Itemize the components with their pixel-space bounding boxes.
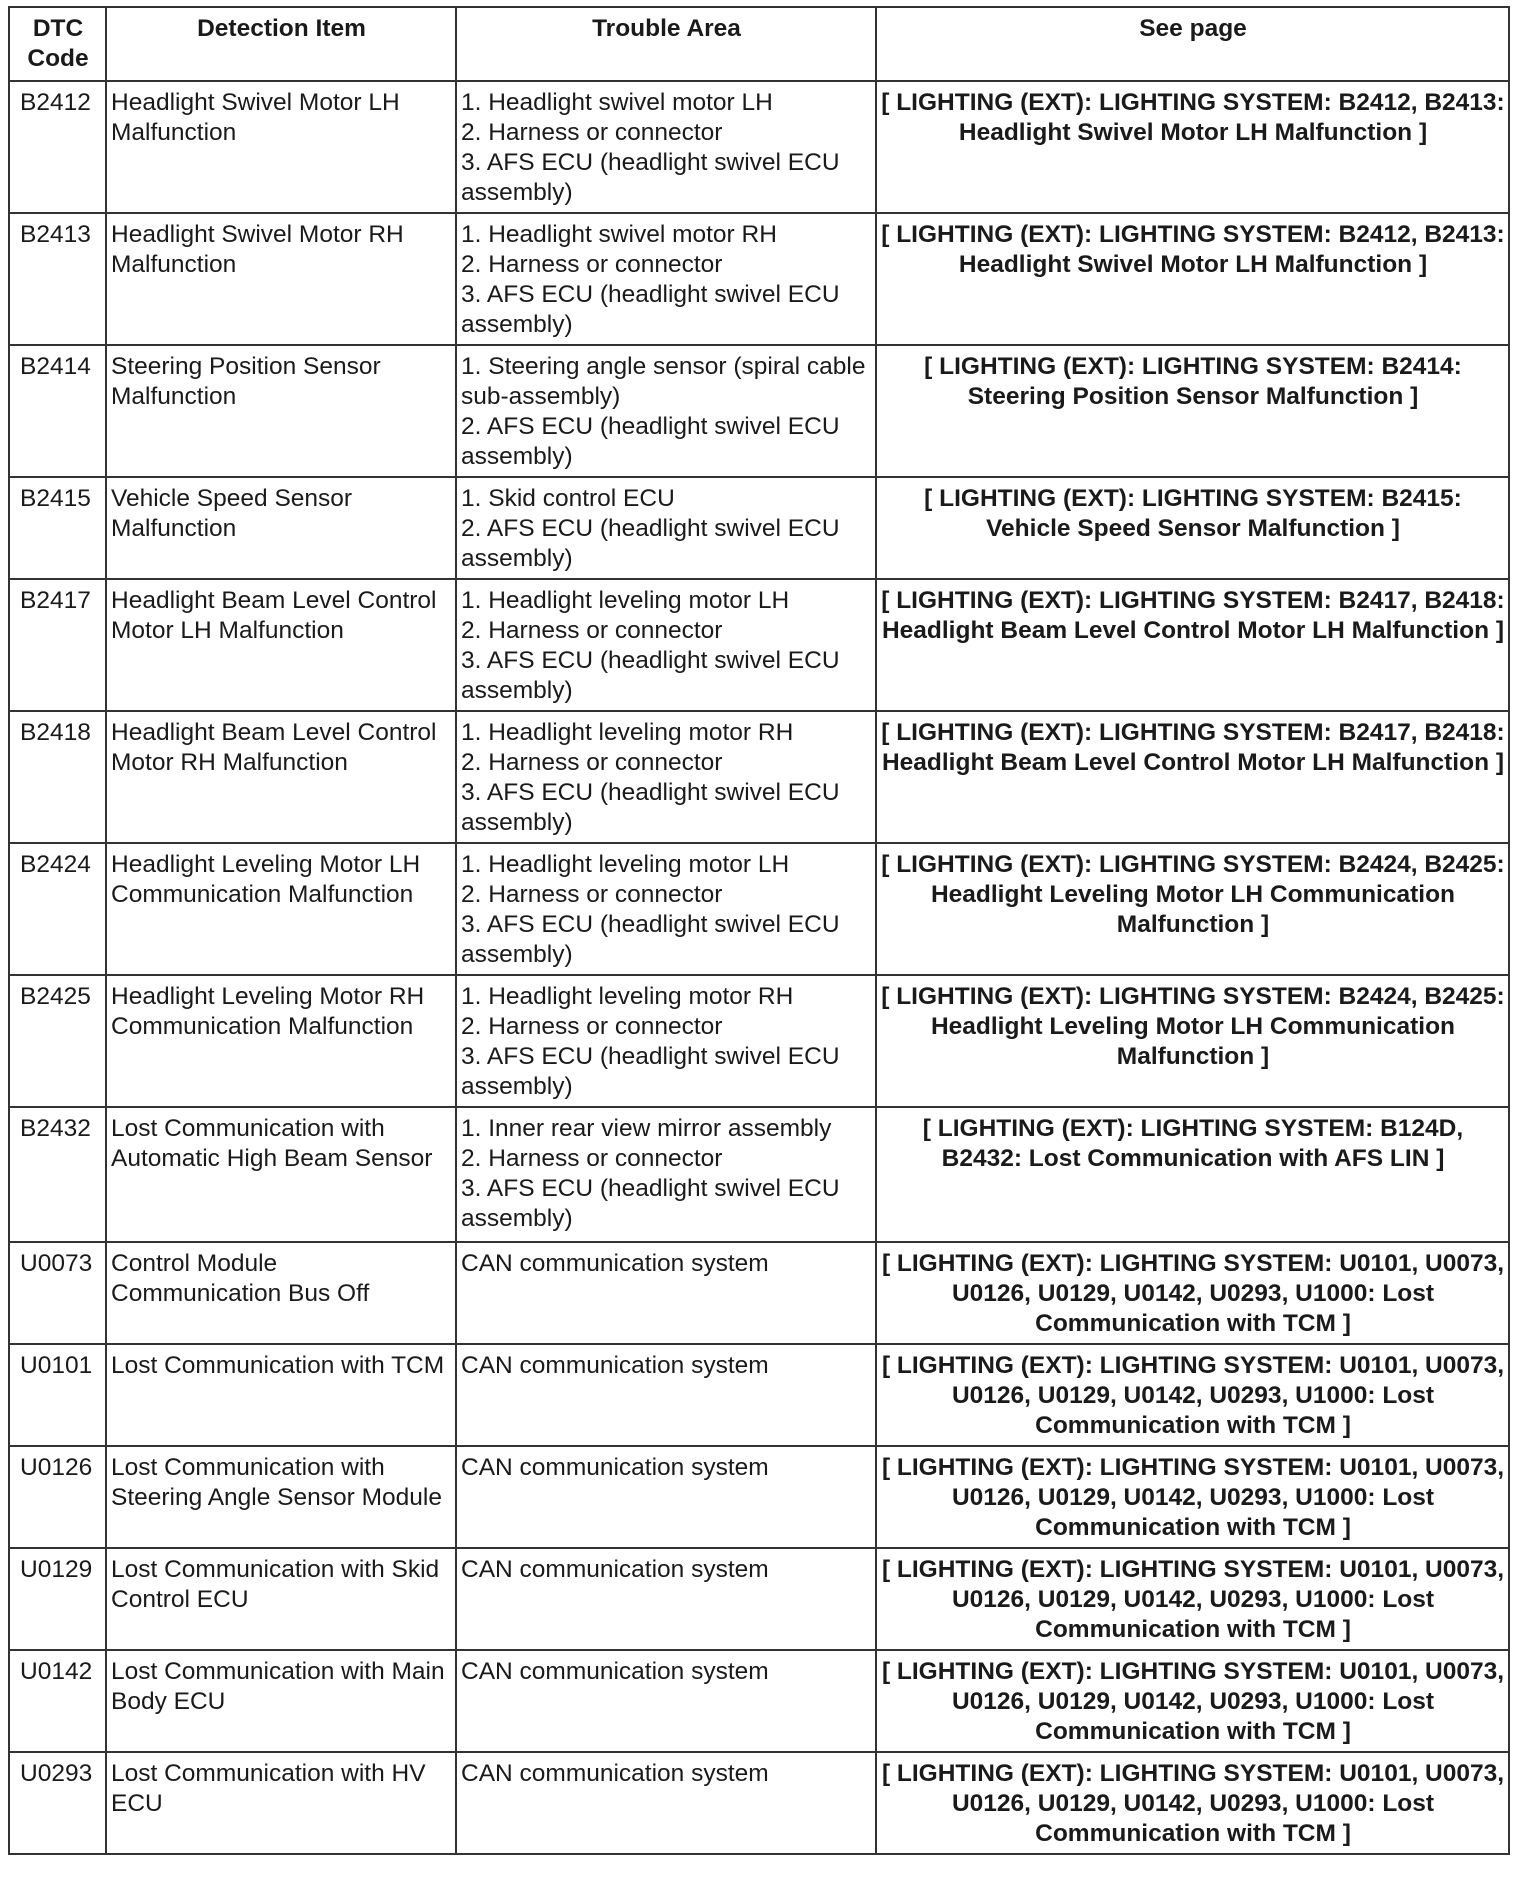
trouble-area-line: 1. Headlight leveling motor LH [461, 587, 790, 614]
trouble-area-line: 1. Steering angle sensor (spiral cable sub-assembly) [461, 353, 866, 410]
table-body [9, 81, 1509, 1854]
see-page-link[interactable]: [ LIGHTING (EXT): LIGHTING SYSTEM: U0101, U0073, U0126, U0129, U0142, U0293, U1000: Lost Communication with TCM ] [876, 1344, 1509, 1446]
trouble-area-line: 1. Headlight leveling motor RH [461, 719, 794, 746]
trouble-area-line: 1. Headlight swivel motor LH [461, 89, 773, 116]
header-trouble-area: Trouble Area [456, 7, 876, 81]
see-page-link[interactable]: [ LIGHTING (EXT): LIGHTING SYSTEM: B2415: Vehicle Speed Sensor Malfunction ] [876, 477, 1509, 579]
header-dtc-code: DTC Code [9, 7, 106, 81]
detection-item-cell: Lost Communication with TCM [106, 1344, 456, 1446]
table-row [9, 345, 1509, 477]
detection-item-cell: Headlight Leveling Motor LH Communication Malfunction [106, 843, 456, 975]
table-row [9, 213, 1509, 345]
detection-item-cell: Lost Communication with Skid Control ECU [106, 1548, 456, 1650]
trouble-area-line: 3. AFS ECU (headlight swivel ECU assembly) [461, 1175, 840, 1232]
dtc-code-cell: B2418 [9, 711, 106, 843]
header-detection-item: Detection Item [106, 7, 456, 81]
table-row [9, 1107, 1509, 1242]
see-page-link[interactable]: [ LIGHTING (EXT): LIGHTING SYSTEM: B124D, B2432: Lost Communication with AFS LIN ] [876, 1107, 1509, 1242]
trouble-area-cell [456, 1650, 876, 1752]
trouble-area-line: 1. Headlight leveling motor RH [461, 983, 794, 1010]
table-row [9, 1752, 1509, 1854]
see-page-link[interactable]: [ LIGHTING (EXT): LIGHTING SYSTEM: U0101, U0073, U0126, U0129, U0142, U0293, U1000: Lost Communication with TCM ] [876, 1752, 1509, 1854]
dtc-code-cell: B2412 [9, 81, 106, 213]
dtc-code-cell: U0293 [9, 1752, 106, 1854]
trouble-area-cell [456, 81, 876, 213]
dtc-code-cell: B2432 [9, 1107, 106, 1242]
trouble-area-line: 3. AFS ECU (headlight swivel ECU assembly) [461, 281, 840, 338]
table-row [9, 1650, 1509, 1752]
trouble-area-line: CAN communication system [461, 1658, 769, 1685]
see-page-link[interactable]: [ LIGHTING (EXT): LIGHTING SYSTEM: B2424, B2425: Headlight Leveling Motor LH Communication Malfunction ] [876, 843, 1509, 975]
table-row [9, 477, 1509, 579]
detection-item-cell: Headlight Leveling Motor RH Communication Malfunction [106, 975, 456, 1107]
table-row [9, 1446, 1509, 1548]
dtc-code-cell: B2413 [9, 213, 106, 345]
detection-item-cell: Lost Communication with HV ECU [106, 1752, 456, 1854]
detection-item-cell: Headlight Beam Level Control Motor RH Malfunction [106, 711, 456, 843]
detection-item-cell: Lost Communication with Main Body ECU [106, 1650, 456, 1752]
table-header [9, 7, 1509, 81]
trouble-area-line: 2. Harness or connector [461, 617, 723, 644]
trouble-area-line: 2. Harness or connector [461, 1013, 723, 1040]
trouble-area-line: 2. Harness or connector [461, 1145, 723, 1172]
table-row [9, 843, 1509, 975]
trouble-area-line: 2. Harness or connector [461, 749, 723, 776]
trouble-area-line: 3. AFS ECU (headlight swivel ECU assembly) [461, 1043, 840, 1100]
dtc-code-cell: B2414 [9, 345, 106, 477]
trouble-area-line: 2. Harness or connector [461, 881, 723, 908]
detection-item-cell: Lost Communication with Automatic High Beam Sensor [106, 1107, 456, 1242]
dtc-code-cell: B2425 [9, 975, 106, 1107]
trouble-area-cell [456, 1107, 876, 1242]
detection-item-cell: Control Module Communication Bus Off [106, 1242, 456, 1344]
trouble-area-cell [456, 843, 876, 975]
trouble-area-line: CAN communication system [461, 1454, 769, 1481]
dtc-code-cell: U0101 [9, 1344, 106, 1446]
trouble-area-line: CAN communication system [461, 1556, 769, 1583]
dtc-code-cell: U0126 [9, 1446, 106, 1548]
see-page-link[interactable]: [ LIGHTING (EXT): LIGHTING SYSTEM: U0101, U0073, U0126, U0129, U0142, U0293, U1000: Lost Communication with TCM ] [876, 1242, 1509, 1344]
trouble-area-cell [456, 1446, 876, 1548]
trouble-area-line: 2. AFS ECU (headlight swivel ECU assembly) [461, 515, 840, 572]
trouble-area-line: 3. AFS ECU (headlight swivel ECU assembly) [461, 779, 840, 836]
detection-item-cell: Lost Communication with Steering Angle Sensor Module [106, 1446, 456, 1548]
dtc-code-cell: B2417 [9, 579, 106, 711]
table-row [9, 1548, 1509, 1650]
dtc-table [8, 6, 1510, 1855]
trouble-area-line: 1. Inner rear view mirror assembly [461, 1115, 832, 1142]
dtc-code-cell: U0129 [9, 1548, 106, 1650]
trouble-area-cell [456, 1242, 876, 1344]
table-row [9, 711, 1509, 843]
trouble-area-line: 2. Harness or connector [461, 251, 723, 278]
detection-item-cell: Headlight Swivel Motor LH Malfunction [106, 81, 456, 213]
trouble-area-cell [456, 1752, 876, 1854]
detection-item-cell: Vehicle Speed Sensor Malfunction [106, 477, 456, 579]
trouble-area-cell [456, 1344, 876, 1446]
detection-item-cell: Headlight Beam Level Control Motor LH Malfunction [106, 579, 456, 711]
trouble-area-line: 1. Headlight leveling motor LH [461, 851, 790, 878]
table-row [9, 579, 1509, 711]
detection-item-cell: Steering Position Sensor Malfunction [106, 345, 456, 477]
trouble-area-cell [456, 975, 876, 1107]
see-page-link[interactable]: [ LIGHTING (EXT): LIGHTING SYSTEM: U0101, U0073, U0126, U0129, U0142, U0293, U1000: Lost Communication with TCM ] [876, 1446, 1509, 1548]
see-page-link[interactable]: [ LIGHTING (EXT): LIGHTING SYSTEM: B2414: Steering Position Sensor Malfunction ] [876, 345, 1509, 477]
trouble-area-line: 3. AFS ECU (headlight swivel ECU assembly) [461, 647, 840, 704]
header-see-page: See page [876, 7, 1509, 81]
trouble-area-line: CAN communication system [461, 1760, 769, 1787]
trouble-area-cell [456, 477, 876, 579]
dtc-code-cell: B2424 [9, 843, 106, 975]
see-page-link[interactable]: [ LIGHTING (EXT): LIGHTING SYSTEM: B2412, B2413: Headlight Swivel Motor LH Malfunction ] [876, 213, 1509, 345]
see-page-link[interactable]: [ LIGHTING (EXT): LIGHTING SYSTEM: U0101, U0073, U0126, U0129, U0142, U0293, U1000: Lost Communication with TCM ] [876, 1650, 1509, 1752]
see-page-link[interactable]: [ LIGHTING (EXT): LIGHTING SYSTEM: B2424, B2425: Headlight Leveling Motor LH Communication Malfunction ] [876, 975, 1509, 1107]
trouble-area-cell [456, 213, 876, 345]
trouble-area-cell [456, 579, 876, 711]
trouble-area-cell [456, 711, 876, 843]
table-row [9, 1242, 1509, 1344]
trouble-area-line: 1. Headlight swivel motor RH [461, 221, 777, 248]
trouble-area-line: CAN communication system [461, 1352, 769, 1379]
see-page-link[interactable]: [ LIGHTING (EXT): LIGHTING SYSTEM: B2417, B2418: Headlight Beam Level Control Motor LH Malfunction ] [876, 579, 1509, 711]
dtc-code-cell: U0073 [9, 1242, 106, 1344]
table-row [9, 975, 1509, 1107]
trouble-area-cell [456, 1548, 876, 1650]
detection-item-cell: Headlight Swivel Motor RH Malfunction [106, 213, 456, 345]
dtc-code-cell: U0142 [9, 1650, 106, 1752]
trouble-area-line: 2. Harness or connector [461, 119, 723, 146]
see-page-link[interactable]: [ LIGHTING (EXT): LIGHTING SYSTEM: B2412, B2413: Headlight Swivel Motor LH Malfunction ] [876, 81, 1509, 213]
trouble-area-line: 1. Skid control ECU [461, 485, 675, 512]
see-page-link[interactable]: [ LIGHTING (EXT): LIGHTING SYSTEM: U0101, U0073, U0126, U0129, U0142, U0293, U1000: Lost Communication with TCM ] [876, 1548, 1509, 1650]
trouble-area-line: 2. AFS ECU (headlight swivel ECU assembly) [461, 413, 840, 470]
table-row [9, 81, 1509, 213]
table-row [9, 1344, 1509, 1446]
trouble-area-line: CAN communication system [461, 1250, 769, 1277]
header-row [9, 7, 1509, 81]
trouble-area-line: 3. AFS ECU (headlight swivel ECU assembly) [461, 149, 840, 206]
see-page-link[interactable]: [ LIGHTING (EXT): LIGHTING SYSTEM: B2417, B2418: Headlight Beam Level Control Motor LH Malfunction ] [876, 711, 1509, 843]
dtc-code-cell: B2415 [9, 477, 106, 579]
trouble-area-cell [456, 345, 876, 477]
trouble-area-line: 3. AFS ECU (headlight swivel ECU assembly) [461, 911, 840, 968]
